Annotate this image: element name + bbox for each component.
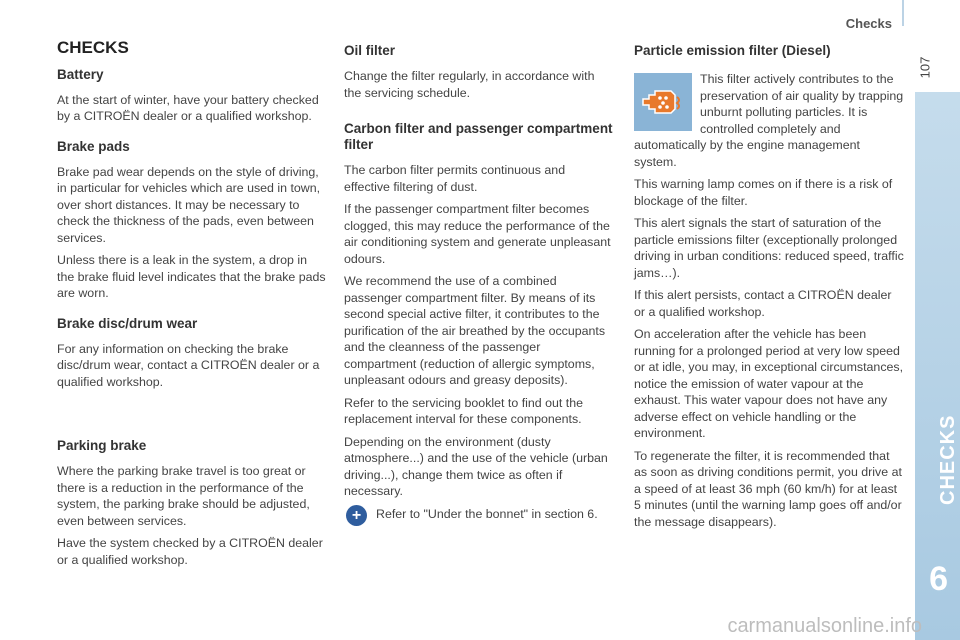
watermark: carmanualsonline.info [727,615,922,637]
brake-pads-text-1: Brake pad wear depends on the style of driving, in particular for vehicles which are used in town, over short distances. It may be necessary to check the thickness of the pads, even between services. [57,164,321,245]
page-section-title: Checks [845,16,892,31]
parking-brake-text-2: Have the system checked by a CITROËN dealer or a qualified workshop. [57,536,323,567]
oil-filter-text: Change the filter regularly, in accordance with the servicing schedule. [344,69,595,100]
particle-filter-text-4: If this alert persists, contact a CITROËN dealer or a qualified workshop. [634,288,892,319]
cross-reference-note [344,506,614,523]
particle-filter-text-1: This filter actively contributes to the preservation of air quality by trapping unburnt polluting particles. It is controlled completely and automatically by the engine management system. [634,72,904,169]
middle-column [344,40,614,522]
carbon-filter-text-2: If the passenger compartment filter becomes clogged, this may reduce the performance of the air conditioning system and generate unpleasant odours. [344,202,611,266]
particle-filter-text-2: This warning lamp comes on if there is a risk of blockage of the filter. [634,177,893,208]
chapter-number: 6 [929,560,948,598]
carbon-filter-text-1: The carbon filter permits continuous and effective filtering of dust. [344,163,566,194]
carbon-filter-text-3: We recommend the use of a combined passenger compartment filter. By means of its second special active filter, it contributes to the purification of the air breathed by the occupants and the cleanness of the passenger compartment (reduction of allergic symptoms, unpleasant odours and greasy deposits). [344,274,606,387]
particle-filter-text-3: This alert signals the start of saturation of the particle emissions filter (exceptionally prolonged driving in urban conditions: reduced speed, traffic jams…). [634,216,904,280]
chapter-side-tab [915,92,960,640]
battery-text: At the start of winter, have your battery checked by a CITROËN dealer or a qualified workshop. [57,92,319,123]
parking-brake-text-1: Where the parking brake travel is too great or there is a reduction in the performance of the system, the parking brake should be adjusted, even between services. [57,464,310,528]
brake-pads-heading: Brake pads [57,138,130,154]
oil-filter-heading: Oil filter [344,43,396,58]
particle-filter-warning-icon [634,73,692,131]
right-column [634,40,904,536]
page-title: CHECKS [57,38,129,57]
particle-filter-text-6: To regenerate the filter, it is recommended that as soon as driving conditions permit, you drive at a speed of at least 36 mph (60 km/h) for at least 5 minutes (until the warning lamp goes off and/or the message disappears). [634,448,902,529]
brake-disc-heading: Brake disc/drum wear [57,315,198,331]
battery-heading: Battery [57,66,104,82]
parking-brake-heading: Parking brake [57,438,147,453]
brake-pads-text-2: Unless there is a leak in the system, a drop in the brake fluid level indicates that the brake pads are worn. [57,253,326,300]
left-column [57,40,327,574]
page-number: 107 [917,56,933,79]
plus-icon: + [346,505,367,526]
carbon-filter-text-4: Refer to the servicing booklet to find out the replacement interval for these components. [344,395,584,426]
chapter-tab-label: CHECKS [937,414,959,505]
carbon-filter-text-5: Depending on the environment (dusty atmosphere...) and the use of the vehicle (urban driving...), change them twice as often if necessary. [344,434,608,498]
header-divider [902,0,904,26]
cross-reference-text: Refer to "Under the bonnet" in section 6. [376,506,598,521]
particle-filter-text-5: On acceleration after the vehicle has been running for a prolonged period at very low speed or at idle, you may, in exceptional circumstances, notice the emission of water vapour at the exhaust. This water vapour does not have any adverse effect on vehicle handling or the environment. [634,327,904,440]
brake-disc-text: For any information on checking the brake disc/drum wear, contact a CITROËN dealer or a qualified workshop. [57,341,320,389]
particle-filter-heading: Particle emission filter (Diesel) [634,43,831,58]
carbon-filter-heading: Carbon filter and passenger compartment filter [344,121,613,152]
